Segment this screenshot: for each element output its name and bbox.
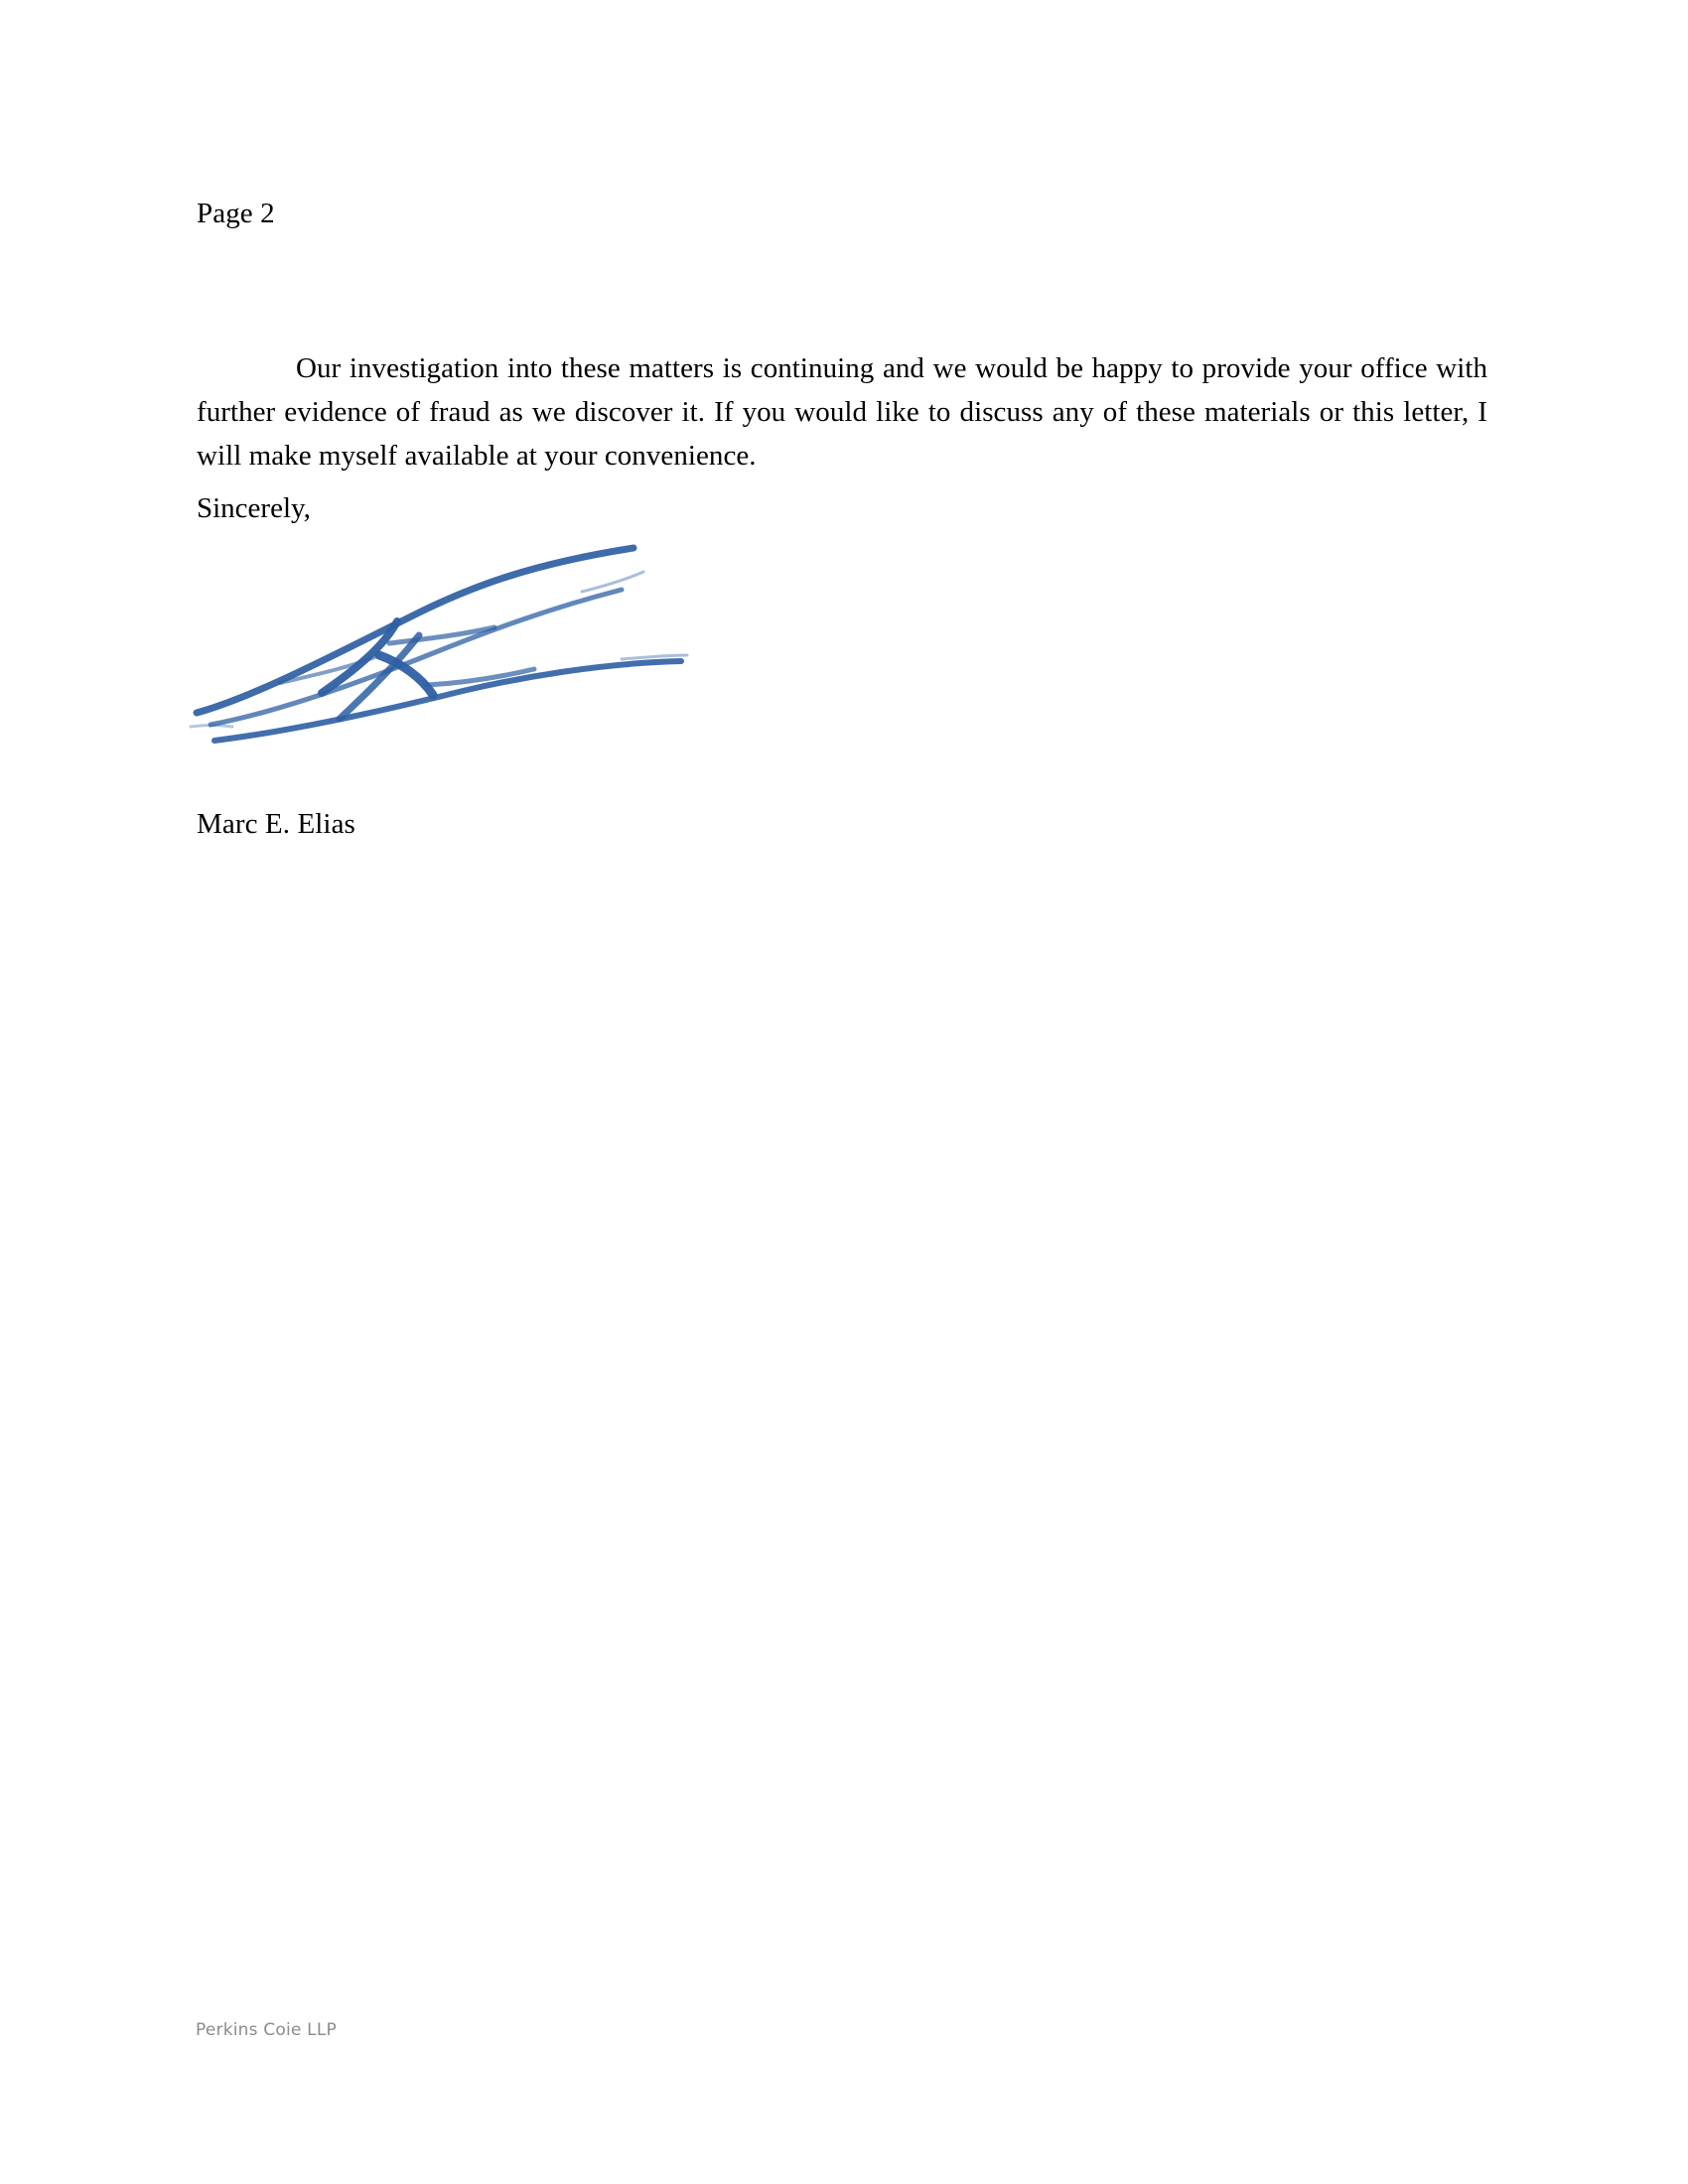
footer-firm-name: Perkins Coie LLP — [196, 2020, 337, 2040]
signature-image — [185, 536, 711, 764]
body-paragraph: Our investigation into these matters is continuing and we would be happy to provide your office with further evidence of fraud as we discover it. If you would like to discuss any of these materials or this letter, I will make myself available at your convenience. — [197, 352, 1487, 472]
signer-name: Marc E. Elias — [197, 808, 355, 840]
page-number: Page 2 — [197, 198, 275, 229]
closing-salutation: Sincerely, — [197, 492, 311, 524]
